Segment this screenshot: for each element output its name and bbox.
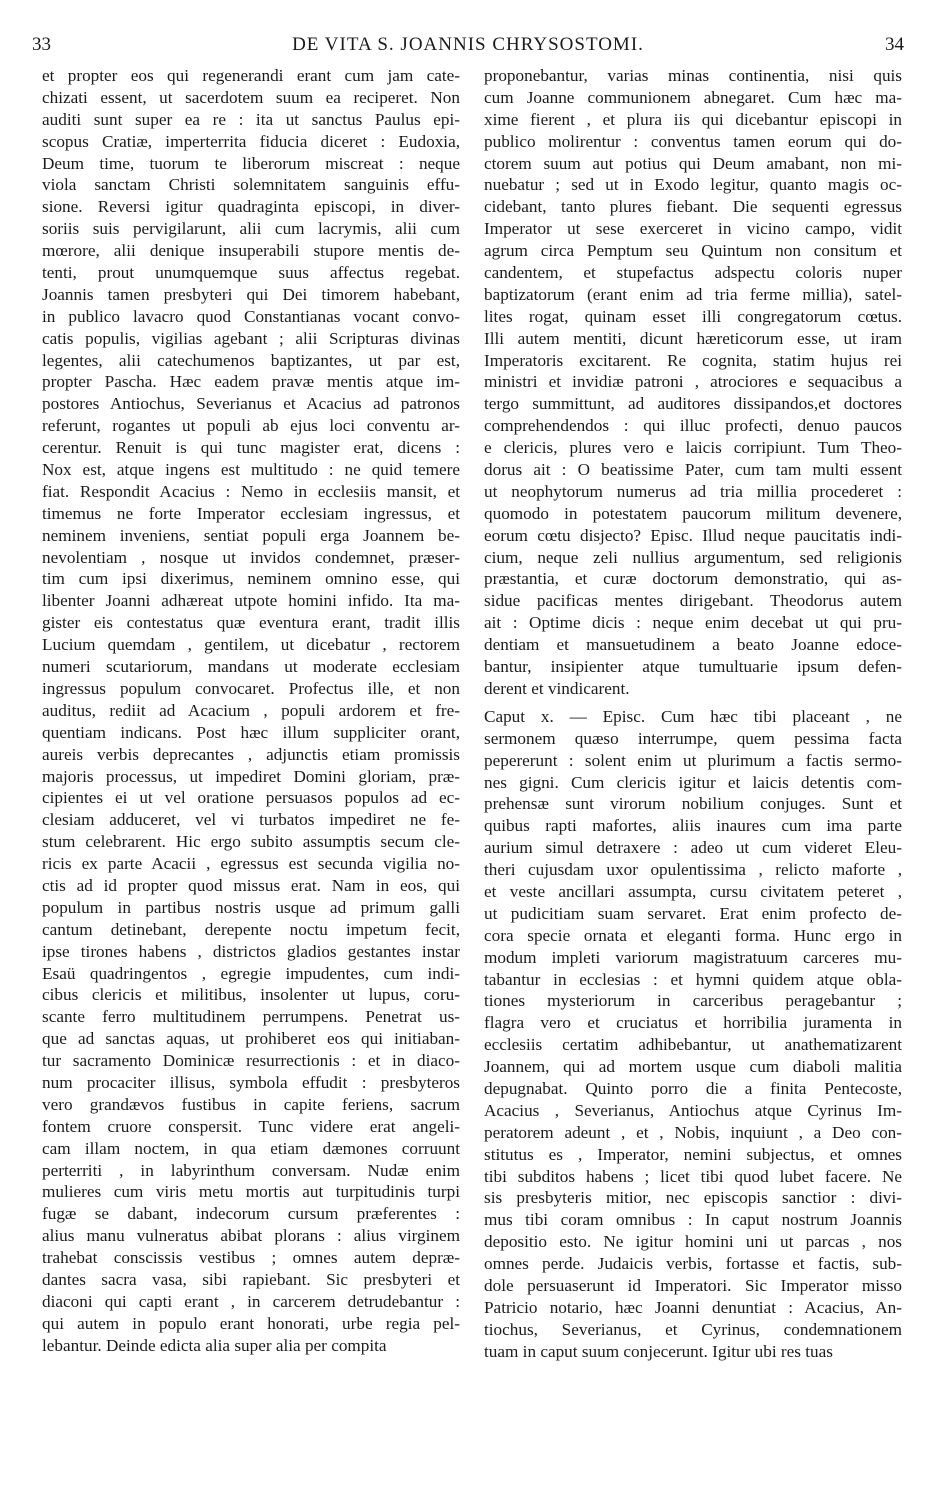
text-line: Illi autem mentiti, dicunt hæreticorum esse, ut iram [484,328,902,348]
text-line: tiones mysteriorum in carceribus peragebantur ; [484,991,902,1011]
text-line: tabantur in ecclesias : et hymni quidem atque obla- [484,969,902,989]
text-line: catis populis, vigilias agebant ; alii Scripturas divinas [42,328,460,348]
text-line: ctis ad id propter quod missus erat. Nam in eos, qui [42,875,460,895]
text-line: Deum time, tuorum te liberorum miscreat : neque [42,153,460,173]
text-line: cantum detinebant, derepente noctu impetum fecit, [42,919,460,939]
text-line: quibus rapti mafortes, aliis inaures cum ima parte [484,816,902,836]
text-line: lites rogat, quinam esset illi congregatorum cœtus. [484,306,902,326]
text-line: sis presbyteris mitior, nec episcopis sanctior : divi- [484,1188,902,1208]
text-line: bantur, insipienter atque tumultuarie ipsum defen- [484,657,902,677]
text-line: dole persuaserunt id Imperatori. Sic Imperator misso [484,1275,902,1295]
right-column [484,65,902,1363]
text-line: et veste ancillari assumpta, cursu civitatem peteret , [484,881,902,901]
text-line: populum in partibus nostris usque ad primum galli [42,897,460,917]
text-line: timemus ne forte Imperator ecclesiam ingressus, et [42,503,460,523]
text-line: scante ferro multitudinem perrumpens. Penetrat us- [42,1007,460,1027]
text-line: ricis ex parte Acacii , egressus est secunda vigilia no- [42,854,460,874]
text-line: Imperator ut sese exerceret in vicino campo, vidit [484,219,902,239]
text-line: pepererunt : solent enim ut plurimum a factis sermo- [484,750,902,770]
text-line: dorus ait : O beatissime Pater, cum tam multi essent [484,460,902,480]
text-line: peratorem adeunt , et , Nobis, inquiunt , a Deo con- [484,1122,902,1142]
text-line: nevolentiam , nosque ut invidos condemnet, præser- [42,547,460,567]
text-line: postores Antiochus, Severianus et Acacius ad patronos [42,394,460,414]
text-line: que ad sanctas aquas, ut prohiberet eos qui initiaban- [42,1029,460,1049]
text-line: nes gigni. Cum clericis igitur et laicis detentis com- [484,772,902,792]
text-line: tergo summittunt, ad auditores dissipandos,et doctores [484,394,902,414]
text-line: proponebantur, varias minas continentia, nisi quis [484,66,902,85]
text-line: e clericis, plures vero e laicis corripiunt. Tum Theo- [484,438,902,458]
text-line: mus tibi coram omnibus : In caput nostrum Joannis [484,1210,902,1230]
text-line: numeri scutariorum, mandans ut moderate ecclesiam [42,657,460,677]
page-header [32,34,904,60]
text-line: Imperatoris excitarent. Re cognita, statim hujus rei [484,350,902,370]
text-line: tur sacramento Dominicæ resurrectionis : et in diaco- [42,1051,460,1071]
text-line: neminem inveniens, sentiat populi erga Joannem be- [42,525,460,545]
text-line: tiochus, Severianus, et Cyrinus, condemnationem [484,1319,902,1339]
text-line: ecclesiis certatim adhibebantur, ut anathematizarent [484,1035,902,1055]
text-line: et propter eos qui regenerandi erant cum jam cate- [42,66,460,85]
text-line: sermonem quæso interrumpe, quem pessima facta [484,728,902,748]
text-line: libenter Joanni adhæreat utpote homini infido. Ita ma- [42,591,460,611]
text-line: num procaciter illisus, symbola effudit : presbyteros [42,1072,460,1092]
text-line: cibus clericis et militibus, insolenter ut lupus, coru- [42,985,460,1005]
text-line: ut neophytorum numerus ad tria millia procederet : [484,481,902,501]
page-number-right: 34 [885,34,904,55]
text-line: quentiam indicans. Post hæc illum suppliciter orant, [42,722,460,742]
text-line: trahebat conscissis vestibus ; omnes autem depræ- [42,1248,460,1268]
text-line: aurium simul detraxere : adeo ut cum videret Eleu- [484,838,902,858]
text-line: cidebant, tanto plures fiebant. Die sequenti egressus [484,197,902,217]
text-line: sidue pacificas mentes dirigebant. Theodorus autem [484,591,902,611]
text-line: stitutus es , Imperator, nemini subjectus, et omnes [484,1144,902,1164]
text-line: tenti, prout unumquemque suus affectus regebat. [42,263,460,283]
text-line: stum celebrarent. Hic ergo subito assumptis secum cle- [42,832,460,852]
text-line: fiat. Respondit Acacius : Nemo in ecclesiis mansit, et [42,481,460,501]
text-line: depugnabat. Quinto porro die a finita Pentecoste, [484,1078,902,1098]
text-line: derent et vindicarent. [484,678,630,698]
text-line: Joannis tamen presbyteri qui Dei timorem habebant, [42,284,460,304]
text-line: perterriti , in labyrinthum conversam. Nudæ enim [42,1160,460,1180]
text-line: cam illam noctem, in qua etiam dæmones corruunt [42,1138,460,1158]
text-line: Acacius , Severianus, Antiochus atque Cyrinus Im- [484,1100,902,1120]
text-line: Patricio notario, hæc Joanni denuntiat : Acacius, An- [484,1297,902,1317]
text-line: diaconi qui capti erant , in carcerem detrudebantur : [42,1291,460,1311]
text-line: Joannem, qui ad mortem usque cum diaboli malitia [484,1057,902,1077]
running-title: DE VITA S. JOANNIS CHRYSOSTOMI. [292,34,644,55]
page-number-left: 33 [32,34,51,55]
text-line: ait : Optime dicis : neque enim decebat ut qui pru- [484,613,902,633]
text-line: nuebatur ; sed ut in Exodo legitur, quanto magis oc- [484,175,902,195]
text-line: ut pudicitiam suam servaret. Erat enim profecto de- [484,903,902,923]
text-line: baptizatorum (erant enim ad tria ferme millia), satel- [484,284,902,304]
text-line: theri cujusdam uxor opulentissima , relicto maforte , [484,860,902,880]
text-line: cora specie ornata et eleganti forma. Hunc ergo in [484,925,902,945]
text-line: gister eis contestatus quæ eventura erant, tradit illis [42,613,460,633]
text-line: sione. Reversi igitur quadraginta episcopi, in diver- [42,197,460,217]
text-line: scopus Cratiæ, imperterrita fiducia diceret : Eudoxia, [42,131,460,151]
text-line: ipse tirones habens , districtos gladios gestantes instar [42,941,460,961]
text-line: flagra vero et cruciatus et horribilia juramenta in [484,1013,902,1033]
text-line: lebantur. Deinde edicta alia super alia per compita [42,1335,387,1355]
text-line: publico molirentur : conventus tamen eorum qui do- [484,131,902,151]
text-line: cum Joanne communionem abnegaret. Cum hæc ma- [484,87,902,107]
text-line: Lucium quemdam , gentilem, ut dicebatur , rectorem [42,635,460,655]
text-line: ctorem suum aut potius qui Deum amabant, non mi- [484,153,902,173]
text-line: tibi subditos habens ; licet tibi quod lubet facere. Ne [484,1166,902,1186]
text-line: tuam in caput suum conjecerunt. Igitur ubi res tuas [484,1341,833,1361]
text-line: vero grandævos fustibus in capite feriens, sacrum [42,1094,460,1114]
text-line: mulieres cum viris metu mortis aut turpitudinis turpi [42,1182,460,1202]
text-line: comprehendendos : qui illuc profecti, denuo paucos [484,416,902,436]
text-line: Caput x. — Episc. Cum hæc tibi placeant , ne [484,706,902,726]
text-line: chizati essent, ut sacerdotem suum ea reciperet. Non [42,87,460,107]
text-line: clesiam adduceret, vel vi turbatos impediret ne fe- [42,810,460,830]
text-line: cipientes ei ut vel oratione persuasos populos ad ec- [42,788,460,808]
text-line: referunt, rogantes ut populi ab ejus loci conventu ar- [42,416,460,436]
text-line: xime fierent , et plura iis qui dicebantur episcopi in [484,109,902,129]
text-line: qui autem in populo erant honorati, urbe regia pel- [42,1313,460,1333]
text-line: viola sanctam Christi solemnitatem sanguinis effu- [42,175,460,195]
text-line: auditi sunt super ea re : ita ut sanctus Paulus epi- [42,109,460,129]
text-line: dentiam et mansuetudinem a beato Joanne edoce- [484,635,902,655]
text-line: omnes perde. Judaicis verbis, fortasse et factis, sub- [484,1254,902,1274]
text-line: modum impleti variorum magistratuum carceres mu- [484,947,902,967]
text-line: cerentur. Renuit is qui tunc magister erat, dicens : [42,438,460,458]
text-line: ingressus populum convocaret. Profectus ille, et non [42,678,460,698]
text-line: prehensæ sunt virorum nobilium conjuges. Sunt et [484,794,902,814]
text-line: agrum circa Pemptum seu Quintum non consitum et [484,241,902,261]
text-line: præstantia, et curæ doctorum demonstratio, qui as- [484,569,902,589]
left-column [42,65,460,1357]
text-line: fugæ se dabant, indecorum cursum præferentes : [42,1204,460,1224]
text-line: Esaü quadringentos , egregie impudentes, cum indi- [42,963,460,983]
text-line: legentes, alii catechumenos baptizantes, ut par est, [42,350,460,370]
text-line: propter Pascha. Hæc eadem pravæ mentis atque im- [42,372,460,392]
text-line: majoris processus, ut impediret Domini gloriam, præ- [42,766,460,786]
text-line: soriis suis pervigilarunt, alii cum lacrymis, alii cum [42,219,460,239]
text-line: ministri et invidiæ patroni , atrociores e sequacibus a [484,372,902,392]
text-line: cium, neque zeli nullius argumentum, sed religionis [484,547,902,567]
text-line: Nox est, atque ingens est multitudo : ne quid temere [42,460,460,480]
text-line: fontem cruore conspersit. Tunc videre erat angeli- [42,1116,460,1136]
text-line: mœrore, alii denique insuperabili stupore mentis de- [42,241,460,261]
text-line: candentem, et stupefactus adspectu coloris nuper [484,263,902,283]
text-line: tim cum ipsi dixerimus, neminem omnino esse, qui [42,569,460,589]
text-line: aureis verbis deprecantes , adjunctis etiam promissis [42,744,460,764]
text-line: dantes sacra vasa, sibi rapiebant. Sic presbyteri et [42,1269,460,1289]
text-line: eorum cœtu disjecto? Episc. Illud neque paucitatis indi- [484,525,902,545]
text-line: depositio esto. Ne igitur homini uni ut parcas , nos [484,1232,902,1252]
text-line: in publico lavacro quod Constantianas vocant convo- [42,306,460,326]
text-line: auditus, rediit ad Acacium , populi ardorem et fre- [42,700,460,720]
text-line: quomodo in potestatem paucorum militum devenere, [484,503,902,523]
text-line: alius manu vulneratus abibat plorans : alius virginem [42,1226,460,1246]
